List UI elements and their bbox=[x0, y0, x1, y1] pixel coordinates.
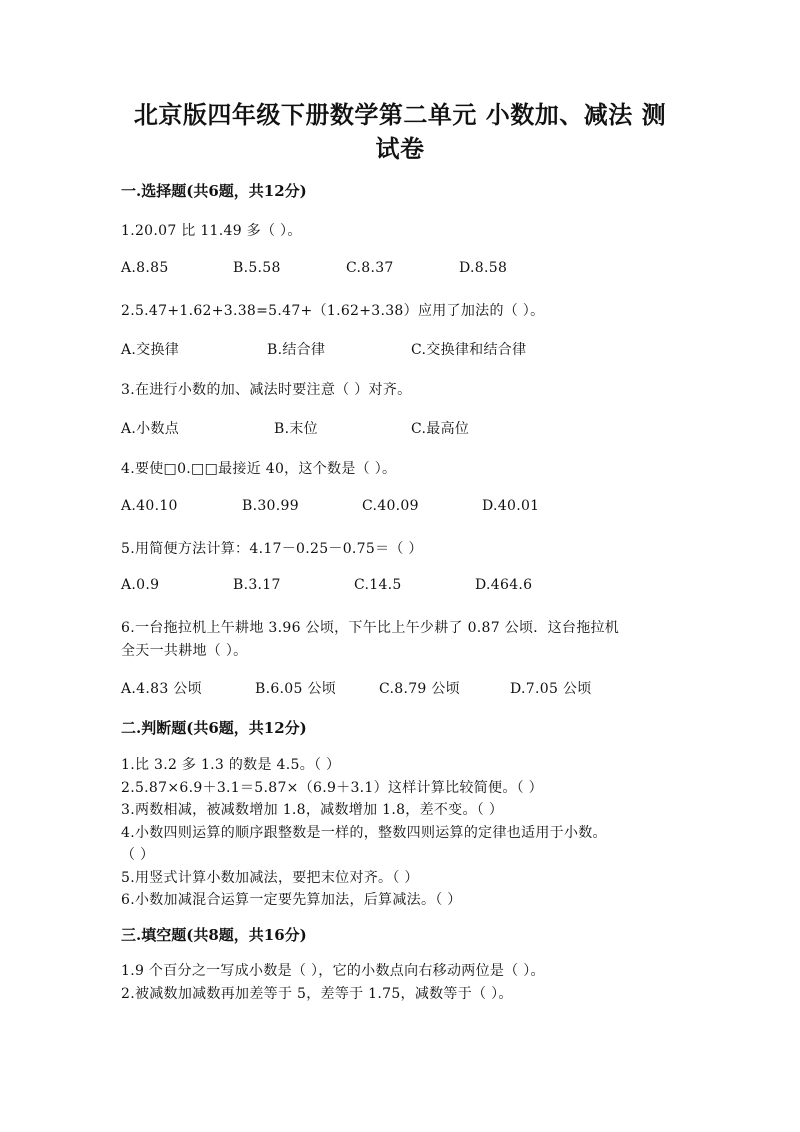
question-3-options bbox=[121, 418, 721, 438]
option-c: C.8.37 bbox=[346, 260, 394, 276]
list-item: 3.两数相减，被减数增加 1.8，减数增加 1.8，差不变。（ ） bbox=[121, 802, 504, 818]
option-b: B.3.17 bbox=[233, 577, 281, 593]
option-b: B.6.05 公顷 bbox=[255, 681, 337, 697]
option-b: B.结合律 bbox=[267, 342, 326, 358]
list-item: 2.5.87×6.9＋3.1＝5.87×（6.9＋3.1）这样计算比较简便。（ ） bbox=[121, 779, 543, 796]
question-5: 5.用简便方法计算：4.17－0.25－0.75＝（ ） bbox=[121, 541, 423, 557]
question-6-line-2: 全天一共耕地（ ）。 bbox=[121, 643, 248, 659]
true-false-list bbox=[121, 754, 691, 912]
option-c: C.最高位 bbox=[411, 421, 470, 437]
question-2: 2.5.47+1.62+3.38=5.47+（1.62+3.38）应用了加法的（ ）。 bbox=[121, 303, 545, 319]
question-6-line-1: 6.一台拖拉机上午耕地 3.96 公顷，下午比上午少耕了 0.87 公顷．这台拖拉机 bbox=[121, 620, 620, 636]
list-item: 1.9 个百分之一写成小数是（ ），它的小数点向右移动两位是（ ）。 bbox=[121, 963, 545, 979]
question-6-options bbox=[121, 678, 721, 698]
option-d: D.464.6 bbox=[475, 577, 533, 593]
option-a: A.40.10 bbox=[121, 498, 178, 514]
option-c: C.14.5 bbox=[354, 577, 402, 593]
fill-blank-list bbox=[121, 960, 691, 1005]
question-2-options bbox=[121, 339, 721, 359]
question-5-options bbox=[121, 577, 721, 597]
section-heading-true-false: 二.判断题(共6题，共12分) bbox=[121, 719, 307, 737]
option-d: D.8.58 bbox=[459, 260, 508, 276]
option-a: A.交换律 bbox=[121, 342, 180, 358]
section-heading-choice: 一.选择题(共6题，共12分) bbox=[121, 182, 307, 200]
option-c: C.8.79 公顷 bbox=[379, 681, 460, 697]
option-c: C.40.09 bbox=[362, 498, 419, 514]
option-a: A.8.85 bbox=[121, 260, 169, 276]
option-b: B.30.99 bbox=[242, 498, 299, 514]
option-a: A.小数点 bbox=[121, 421, 180, 437]
list-item: 6.小数加减混合运算一定要先算加法，后算减法。（ ） bbox=[121, 892, 462, 908]
option-a: A.4.83 公顷 bbox=[121, 681, 202, 697]
list-item: 2.被减数加减数再加差等于 5，差等于 1.75，减数等于（ ）。 bbox=[121, 985, 513, 1002]
list-item: （ ） bbox=[121, 847, 155, 863]
option-a: A.0.9 bbox=[121, 577, 160, 593]
list-item: 5.用竖式计算小数加减法，要把末位对齐。（ ） bbox=[121, 869, 419, 886]
title-line-2: 试卷 bbox=[375, 134, 425, 163]
question-4: 4.要使□0.□□最接近 40，这个数是（ ）。 bbox=[121, 461, 397, 477]
option-d: D.40.01 bbox=[482, 498, 540, 514]
question-1: 1.20.07 比 11.49 多（ ）。 bbox=[121, 223, 302, 239]
question-3: 3.在进行小数的加、减法时要注意（ ）对齐。 bbox=[121, 382, 412, 398]
list-item: 4.小数四则运算的顺序跟整数是一样的，整数四则运算的定律也适用于小数。 bbox=[121, 824, 607, 841]
option-c: C.交换律和结合律 bbox=[411, 342, 527, 358]
option-d: D.7.05 公顷 bbox=[510, 681, 592, 697]
option-b: B.末位 bbox=[274, 421, 318, 437]
question-1-options bbox=[121, 260, 721, 280]
title-line-1: 北京版四年级下册数学第二单元 小数加、减法 测 bbox=[133, 100, 667, 129]
section-heading-fill-blank: 三.填空题(共8题，共16分) bbox=[121, 926, 307, 944]
option-b: B.5.58 bbox=[233, 260, 281, 276]
list-item: 1.比 3.2 多 1.3 的数是 4.5。（ ） bbox=[121, 757, 341, 773]
document-title bbox=[120, 98, 680, 166]
question-4-options bbox=[121, 498, 721, 518]
